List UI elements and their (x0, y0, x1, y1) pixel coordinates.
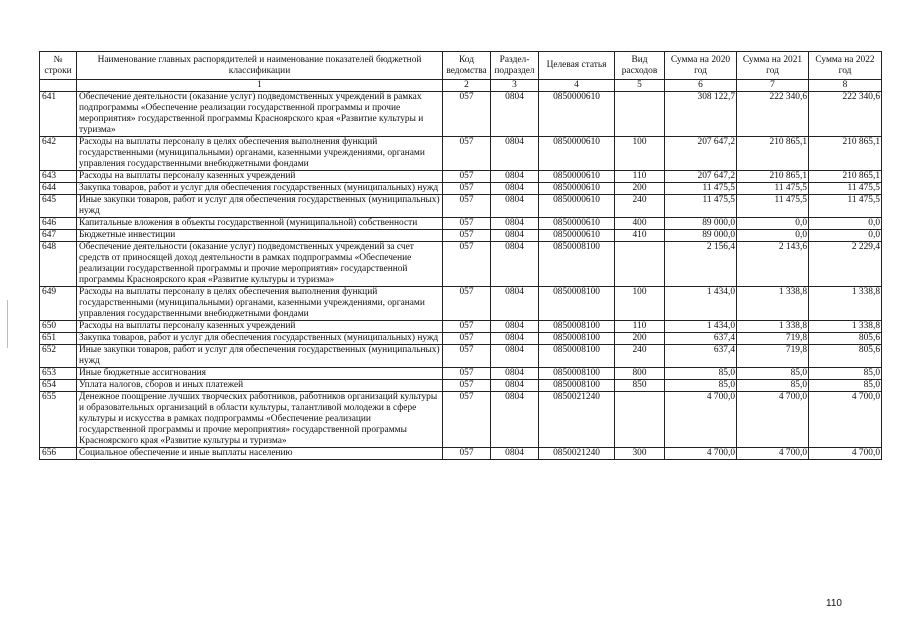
sum-2022-cell: 4 700,0 (809, 392, 882, 448)
section-cell: 0804 (491, 321, 539, 333)
column-number: 6 (665, 80, 737, 92)
section-cell: 0804 (491, 242, 539, 287)
target-cell: 0850008100 (539, 287, 615, 321)
dept-code-cell: 057 (443, 218, 491, 230)
expense-type-cell: 410 (615, 230, 665, 242)
sum-2020-cell: 89 000,0 (665, 230, 737, 242)
target-cell: 0850008100 (539, 333, 615, 345)
target-cell: 0850000610 (539, 171, 615, 183)
header-target: Целевая статья (539, 52, 615, 80)
target-cell: 0850008100 (539, 380, 615, 392)
page-number: 110 (826, 598, 842, 609)
table-row (40, 333, 882, 345)
sum-2020-cell: 85,0 (665, 368, 737, 380)
sum-2020-cell: 637,4 (665, 345, 737, 368)
expense-type-cell: 200 (615, 183, 665, 195)
table-row (40, 171, 882, 183)
expense-type-cell (615, 392, 665, 448)
target-cell: 0850000610 (539, 230, 615, 242)
expense-type-cell: 400 (615, 218, 665, 230)
column-number: 7 (737, 80, 809, 92)
sum-2020-cell: 11 475,5 (665, 183, 737, 195)
column-number: 4 (539, 80, 615, 92)
sum-2020-cell: 4 700,0 (665, 448, 737, 460)
expense-type-cell: 850 (615, 380, 665, 392)
sum-2020-cell: 637,4 (665, 333, 737, 345)
sum-2021-cell: 11 475,5 (737, 195, 809, 218)
name-cell: Расходы на выплаты персоналу в целях обеспечения выполнения функций государственными (муниципальными) органами, казенными учреждениями, органами управления государственными внебюджетными фондами (77, 137, 443, 171)
dept-code-cell: 057 (443, 287, 491, 321)
name-cell: Иные бюджетные ассигнования (77, 368, 443, 380)
row-number-cell: 653 (40, 368, 77, 380)
section-cell: 0804 (491, 448, 539, 460)
row-number-cell: 643 (40, 171, 77, 183)
expense-type-cell: 800 (615, 368, 665, 380)
column-number-row (40, 80, 882, 92)
header-sum-2021: Сумма на 2021 год (737, 52, 809, 80)
name-cell: Бюджетные инвестиции (77, 230, 443, 242)
section-cell: 0804 (491, 92, 539, 137)
sum-2021-cell: 11 475,5 (737, 183, 809, 195)
row-number-cell: 645 (40, 195, 77, 218)
table-header-row (40, 52, 882, 80)
name-cell: Закупка товаров, работ и услуг для обеспечения государственных (муниципальных) нужд (77, 183, 443, 195)
section-cell: 0804 (491, 333, 539, 345)
sum-2022-cell: 2 229,4 (809, 242, 882, 287)
row-number-cell: 652 (40, 345, 77, 368)
column-number: 8 (809, 80, 882, 92)
name-cell: Денежное поощрение лучших творческих работников, работников организаций культуры и образовательных организаций в области культуры, талантливой молодежи в сфере культуры и искусства в рамках подпрограммы «Обеспечение реализации государственной программы и прочие мероприятия» государственной программы Красноярского края «Развитие культуры и туризма» (77, 392, 443, 448)
table-row (40, 195, 882, 218)
sum-2021-cell: 4 700,0 (737, 448, 809, 460)
sum-2022-cell: 805,6 (809, 345, 882, 368)
target-cell: 0850000610 (539, 137, 615, 171)
name-cell: Обеспечение деятельности (оказание услуг) подведомственных учреждений за счет средств от приносящей доход деятельности в рамках подпрограммы «Обеспечение реализации государственной программы и прочие мероприятия» государственной программы Красноярского края «Развитие культуры и туризма» (77, 242, 443, 287)
target-cell: 0850000610 (539, 92, 615, 137)
header-name: Наименование главных распорядителей и наименование показателей бюджетной классификации (77, 52, 443, 80)
table-row (40, 448, 882, 460)
sum-2021-cell: 0,0 (737, 218, 809, 230)
section-cell: 0804 (491, 183, 539, 195)
table-row (40, 345, 882, 368)
sum-2021-cell: 1 338,8 (737, 287, 809, 321)
dept-code-cell: 057 (443, 333, 491, 345)
dept-code-cell: 057 (443, 183, 491, 195)
row-number-cell: 648 (40, 242, 77, 287)
name-cell: Расходы на выплаты персоналу в целях обеспечения выполнения функций государственными (муниципальными) органами, казенными учреждениями, органами управления государственными внебюджетными фондами (77, 287, 443, 321)
budget-table-sheet (39, 51, 881, 460)
column-number: 5 (615, 80, 665, 92)
table-row (40, 242, 882, 287)
sum-2020-cell: 4 700,0 (665, 392, 737, 448)
name-cell: Социальное обеспечение и иные выплаты населению (77, 448, 443, 460)
table-row (40, 380, 882, 392)
column-number: 3 (491, 80, 539, 92)
table-row (40, 218, 882, 230)
sum-2022-cell: 210 865,1 (809, 137, 882, 171)
dept-code-cell: 057 (443, 171, 491, 183)
dept-code-cell: 057 (443, 195, 491, 218)
section-cell: 0804 (491, 230, 539, 242)
column-number: 2 (443, 80, 491, 92)
sum-2021-cell: 85,0 (737, 368, 809, 380)
dept-code-cell: 057 (443, 230, 491, 242)
target-cell: 0850000610 (539, 195, 615, 218)
target-cell: 0850021240 (539, 392, 615, 448)
target-cell: 0850008100 (539, 242, 615, 287)
dept-code-cell: 057 (443, 242, 491, 287)
sum-2022-cell: 1 338,8 (809, 321, 882, 333)
expense-type-cell: 100 (615, 287, 665, 321)
row-number-cell: 650 (40, 321, 77, 333)
target-cell: 0850008100 (539, 321, 615, 333)
sum-2020-cell: 89 000,0 (665, 218, 737, 230)
target-cell: 0850000610 (539, 183, 615, 195)
header-dept-code: Код ведомства (443, 52, 491, 80)
section-cell: 0804 (491, 287, 539, 321)
dept-code-cell: 057 (443, 92, 491, 137)
sum-2021-cell: 1 338,8 (737, 321, 809, 333)
header-sum-2020: Сумма на 2020 год (665, 52, 737, 80)
column-number: 1 (77, 80, 443, 92)
header-row-no: № строки (40, 52, 77, 80)
dept-code-cell: 057 (443, 368, 491, 380)
sum-2020-cell: 85,0 (665, 380, 737, 392)
name-cell: Капитальные вложения в объекты государственной (муниципальной) собственности (77, 218, 443, 230)
sum-2021-cell: 2 143,6 (737, 242, 809, 287)
table-row (40, 368, 882, 380)
row-number-cell: 649 (40, 287, 77, 321)
expense-type-cell: 240 (615, 345, 665, 368)
sum-2022-cell: 805,6 (809, 333, 882, 345)
column-number (40, 80, 77, 92)
name-cell: Уплата налогов, сборов и иных платежей (77, 380, 443, 392)
sum-2022-cell: 85,0 (809, 368, 882, 380)
row-number-cell: 655 (40, 392, 77, 448)
sum-2022-cell: 85,0 (809, 380, 882, 392)
sum-2020-cell: 1 434,0 (665, 321, 737, 333)
sum-2021-cell: 222 340,6 (737, 92, 809, 137)
budget-table (39, 51, 882, 460)
sum-2020-cell: 2 156,4 (665, 242, 737, 287)
target-cell: 0850008100 (539, 345, 615, 368)
table-row (40, 92, 882, 137)
row-number-cell: 647 (40, 230, 77, 242)
table-row (40, 287, 882, 321)
expense-type-cell: 110 (615, 321, 665, 333)
section-cell: 0804 (491, 218, 539, 230)
expense-type-cell: 110 (615, 171, 665, 183)
section-cell: 0804 (491, 368, 539, 380)
expense-type-cell (615, 242, 665, 287)
sum-2022-cell: 210 865,1 (809, 171, 882, 183)
sum-2020-cell: 207 647,2 (665, 171, 737, 183)
sum-2022-cell: 0,0 (809, 218, 882, 230)
name-cell: Закупка товаров, работ и услуг для обеспечения государственных (муниципальных) нужд (77, 333, 443, 345)
target-cell: 0850000610 (539, 218, 615, 230)
sum-2022-cell: 11 475,5 (809, 195, 882, 218)
section-cell: 0804 (491, 345, 539, 368)
table-body (40, 92, 882, 460)
expense-type-cell (615, 92, 665, 137)
dept-code-cell: 057 (443, 321, 491, 333)
dept-code-cell: 057 (443, 392, 491, 448)
name-cell: Расходы на выплаты персоналу казенных учреждений (77, 171, 443, 183)
row-number-cell: 656 (40, 448, 77, 460)
section-cell: 0804 (491, 195, 539, 218)
table-row (40, 183, 882, 195)
row-number-cell: 644 (40, 183, 77, 195)
header-sum-2022: Сумма на 2022 год (809, 52, 882, 80)
header-expense-type: Вид расходов (615, 52, 665, 80)
row-number-cell: 641 (40, 92, 77, 137)
row-number-cell: 651 (40, 333, 77, 345)
dept-code-cell: 057 (443, 448, 491, 460)
sum-2020-cell: 207 647,2 (665, 137, 737, 171)
name-cell: Иные закупки товаров, работ и услуг для обеспечения государственных (муниципальных) нужд (77, 345, 443, 368)
dept-code-cell: 057 (443, 345, 491, 368)
table-row (40, 137, 882, 171)
sum-2022-cell: 0,0 (809, 230, 882, 242)
table-row (40, 230, 882, 242)
name-cell: Обеспечение деятельности (оказание услуг) подведомственных учреждений в рамках подпрограммы «Обеспечение реализации государственной программы и прочие мероприятия» государственной программы Красноярского края «Развитие культуры и туризма» (77, 92, 443, 137)
row-number-cell: 646 (40, 218, 77, 230)
sum-2022-cell: 4 700,0 (809, 448, 882, 460)
dept-code-cell: 057 (443, 380, 491, 392)
section-cell: 0804 (491, 171, 539, 183)
expense-type-cell: 100 (615, 137, 665, 171)
name-cell: Расходы на выплаты персоналу казенных учреждений (77, 321, 443, 333)
expense-type-cell: 240 (615, 195, 665, 218)
section-cell: 0804 (491, 137, 539, 171)
row-number-cell: 642 (40, 137, 77, 171)
sum-2021-cell: 210 865,1 (737, 171, 809, 183)
target-cell: 0850008100 (539, 368, 615, 380)
table-row (40, 321, 882, 333)
expense-type-cell: 300 (615, 448, 665, 460)
sum-2021-cell: 0,0 (737, 230, 809, 242)
sum-2022-cell: 222 340,6 (809, 92, 882, 137)
name-cell: Иные закупки товаров, работ и услуг для обеспечения государственных (муниципальных) нужд (77, 195, 443, 218)
scan-margin-mark (7, 300, 8, 348)
sum-2020-cell: 1 434,0 (665, 287, 737, 321)
sum-2021-cell: 4 700,0 (737, 392, 809, 448)
sum-2021-cell: 719,8 (737, 345, 809, 368)
section-cell: 0804 (491, 380, 539, 392)
row-number-cell: 654 (40, 380, 77, 392)
sum-2021-cell: 210 865,1 (737, 137, 809, 171)
sum-2022-cell: 1 338,8 (809, 287, 882, 321)
sum-2020-cell: 308 122,7 (665, 92, 737, 137)
section-cell: 0804 (491, 392, 539, 448)
sum-2020-cell: 11 475,5 (665, 195, 737, 218)
target-cell: 0850021240 (539, 448, 615, 460)
sum-2021-cell: 719,8 (737, 333, 809, 345)
sum-2022-cell: 11 475,5 (809, 183, 882, 195)
sum-2021-cell: 85,0 (737, 380, 809, 392)
header-section: Раздел-подраздел (491, 52, 539, 80)
table-row (40, 392, 882, 448)
expense-type-cell: 200 (615, 333, 665, 345)
dept-code-cell: 057 (443, 137, 491, 171)
